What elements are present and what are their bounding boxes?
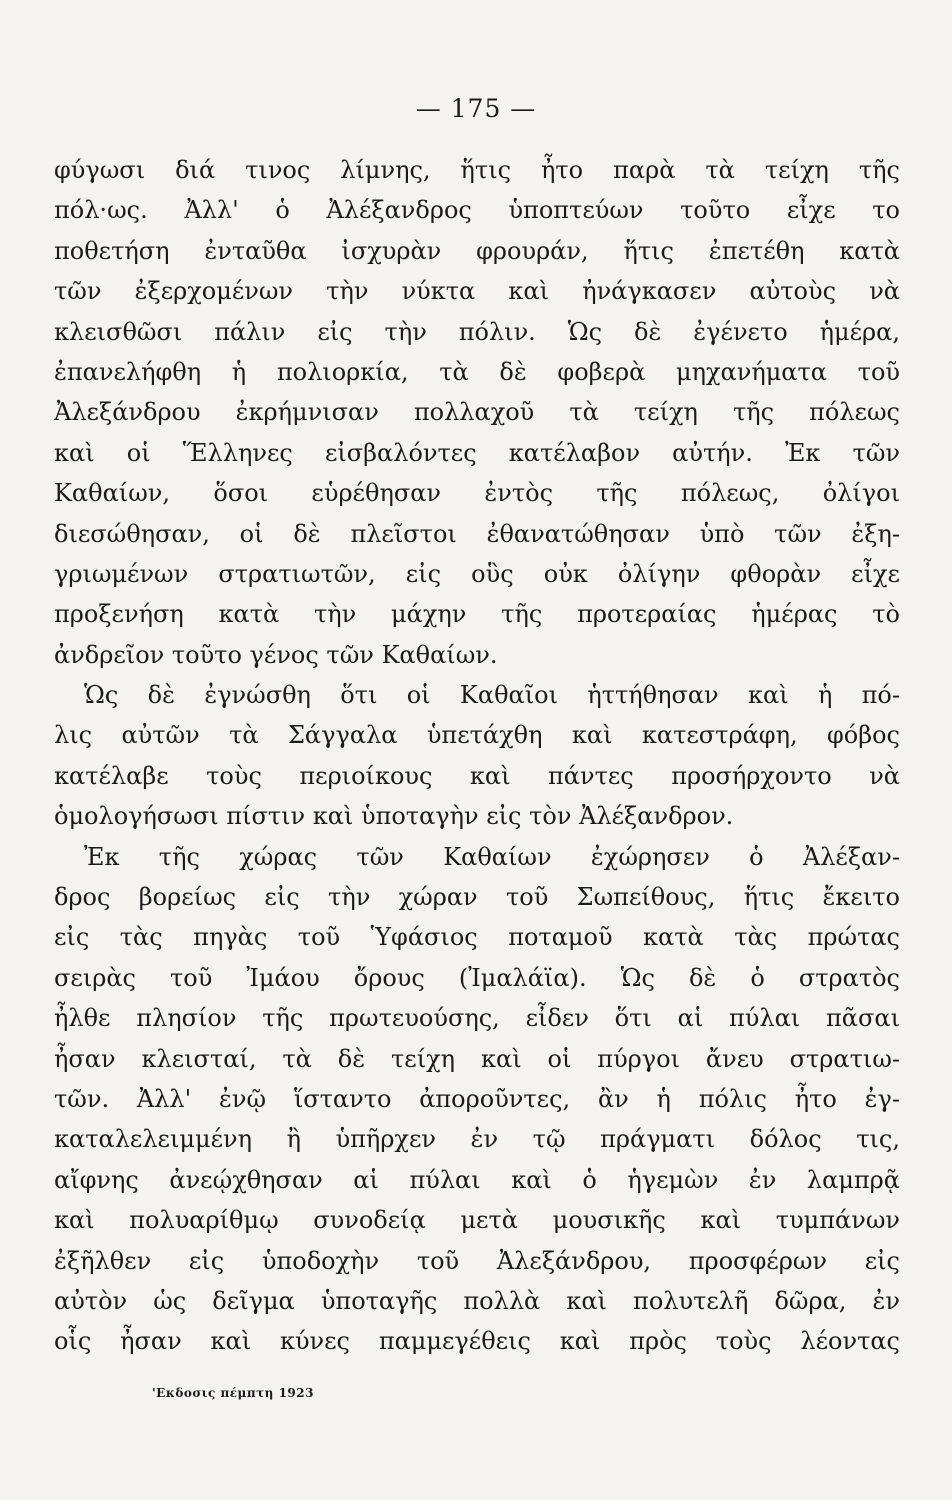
- text-line: προξενήση κατὰ τὴν μάχην τῆς προτεραίας ἡμέρας τὸ: [54, 600, 900, 629]
- text-line: ἦσαν κλεισταί, τὰ δὲ τείχη καὶ οἱ πύργοι ἄνευ στρατιω-: [54, 1044, 900, 1073]
- body-text: [54, 150, 900, 1362]
- text-line: Ἐκ τῆς χώρας τῶν Καθαίων ἐχώρησεν ὁ Ἀλέξαν-: [84, 842, 900, 871]
- text-line: κλεισθῶσι πάλιν εἰς τὴν πόλιν. Ὡς δὲ ἐγένετο ἡμέρα,: [54, 317, 900, 346]
- text-line: αἴφνης ἀνεῴχθησαν αἱ πύλαι καὶ ὁ ἡγεμὼν ἐν λαμπρᾷ: [54, 1165, 900, 1194]
- edition-footer: 'Εκδοσις πέμπτη 1923: [152, 1386, 314, 1400]
- text-line: ἀνδρεῖον τοῦτο γένος τῶν Καθαίων.: [54, 640, 498, 669]
- text-line: τῶν. Ἀλλ' ἐνῷ ἵσταντο ἀποροῦντες, ἂν ἡ πόλις ἦτο ἐγ-: [54, 1084, 900, 1113]
- text-line: δρος βορείως εἰς τὴν χώραν τοῦ Σωπείθους, ἥτις ἔκειτο: [54, 883, 900, 912]
- text-line: οἷς ἦσαν καὶ κύνες παμμεγέθεις καὶ πρὸς τοὺς λέοντας: [54, 1327, 900, 1356]
- text-line: Ἀλεξάνδρου ἐκρήμνισαν πολλαχοῦ τὰ τείχη τῆς πόλεως: [54, 398, 900, 427]
- text-line: καταλελειμμένη ἢ ὑπῆρχεν ἐν τῷ πράγματι δόλος τις,: [54, 1125, 900, 1154]
- text-line: Καθαίων, ὅσοι εὑρέθησαν ἐντὸς τῆς πόλεως, ὀλίγοι: [54, 479, 900, 508]
- text-line: γριωμένων στρατιωτῶν, εἰς οὓς οὐκ ὀλίγην φθορὰν εἶχε: [54, 559, 900, 588]
- text-line: διεσώθησαν, οἱ δὲ πλεῖστοι ἐθανατώθησαν ὑπὸ τῶν ἐξη-: [54, 519, 900, 548]
- text-line: τῶν ἐξερχομένων τὴν νύκτα καὶ ἠνάγκασεν αὐτοὺς νὰ: [54, 277, 900, 306]
- text-line: καὶ οἱ Ἕλληνες εἰσβαλόντες κατέλαβον αὐτήν. Ἐκ τῶν: [54, 438, 900, 467]
- text-line: ποθετήση ἐνταῦθα ἰσχυρὰν φρουράν, ἥτις ἐπετέθη κατὰ: [54, 236, 900, 265]
- text-line: πόλ·ως. Ἀλλ' ὁ Ἀλέξανδρος ὑποπτεύων τοῦτο εἶχε το: [54, 196, 900, 225]
- text-line: λις αὐτῶν τὰ Σάγγαλα ὑπετάχθη καὶ κατεστράφη, φόβος: [54, 721, 900, 750]
- text-line: ἐπανελήφθη ἡ πολιορκία, τὰ δὲ φοβερὰ μηχανήματα τοῦ: [54, 357, 900, 386]
- text-line: ὁμολογήσωσι πίστιν καὶ ὑποταγὴν εἰς τὸν Ἀλέξανδρον.: [54, 802, 734, 831]
- text-line: ἐξῆλθεν εἰς ὑποδοχὴν τοῦ Ἀλεξάνδρου, προσφέρων εἰς: [54, 1246, 900, 1275]
- text-line: Ὡς δὲ ἐγνώσθη ὅτι οἱ Καθαῖοι ἡττήθησαν καὶ ἡ πό-: [84, 681, 900, 710]
- text-line: ἦλθε πλησίον τῆς πρωτευούσης, εἶδεν ὅτι αἱ πύλαι πᾶσαι: [54, 1004, 900, 1033]
- text-line: φύγωσι διά τινος λίμνης, ἥτις ἦτο παρὰ τὰ τείχη τῆς: [54, 156, 900, 184]
- text-line: σειρὰς τοῦ Ἰμάου ὄρους (Ἰμαλάϊα). Ὡς δὲ ὁ στρατὸς: [54, 963, 900, 992]
- text-line: κατέλαβε τοὺς περιοίκους καὶ πάντες προσήρχοντο νὰ: [54, 761, 900, 790]
- page-number: — 175 —: [415, 94, 537, 123]
- text-line: εἰς τὰς πηγὰς τοῦ Ὑφάσιος ποταμοῦ κατὰ τὰς πρώτας: [54, 923, 900, 952]
- text-line: αὐτὸν ὡς δεῖγμα ὑποταγῆς πολλὰ καὶ πολυτελῆ δῶρα, ἐν: [54, 1286, 900, 1315]
- text-line: καὶ πολυαρίθμῳ συνοδείᾳ μετὰ μουσικῆς καὶ τυμπάνων: [54, 1206, 900, 1235]
